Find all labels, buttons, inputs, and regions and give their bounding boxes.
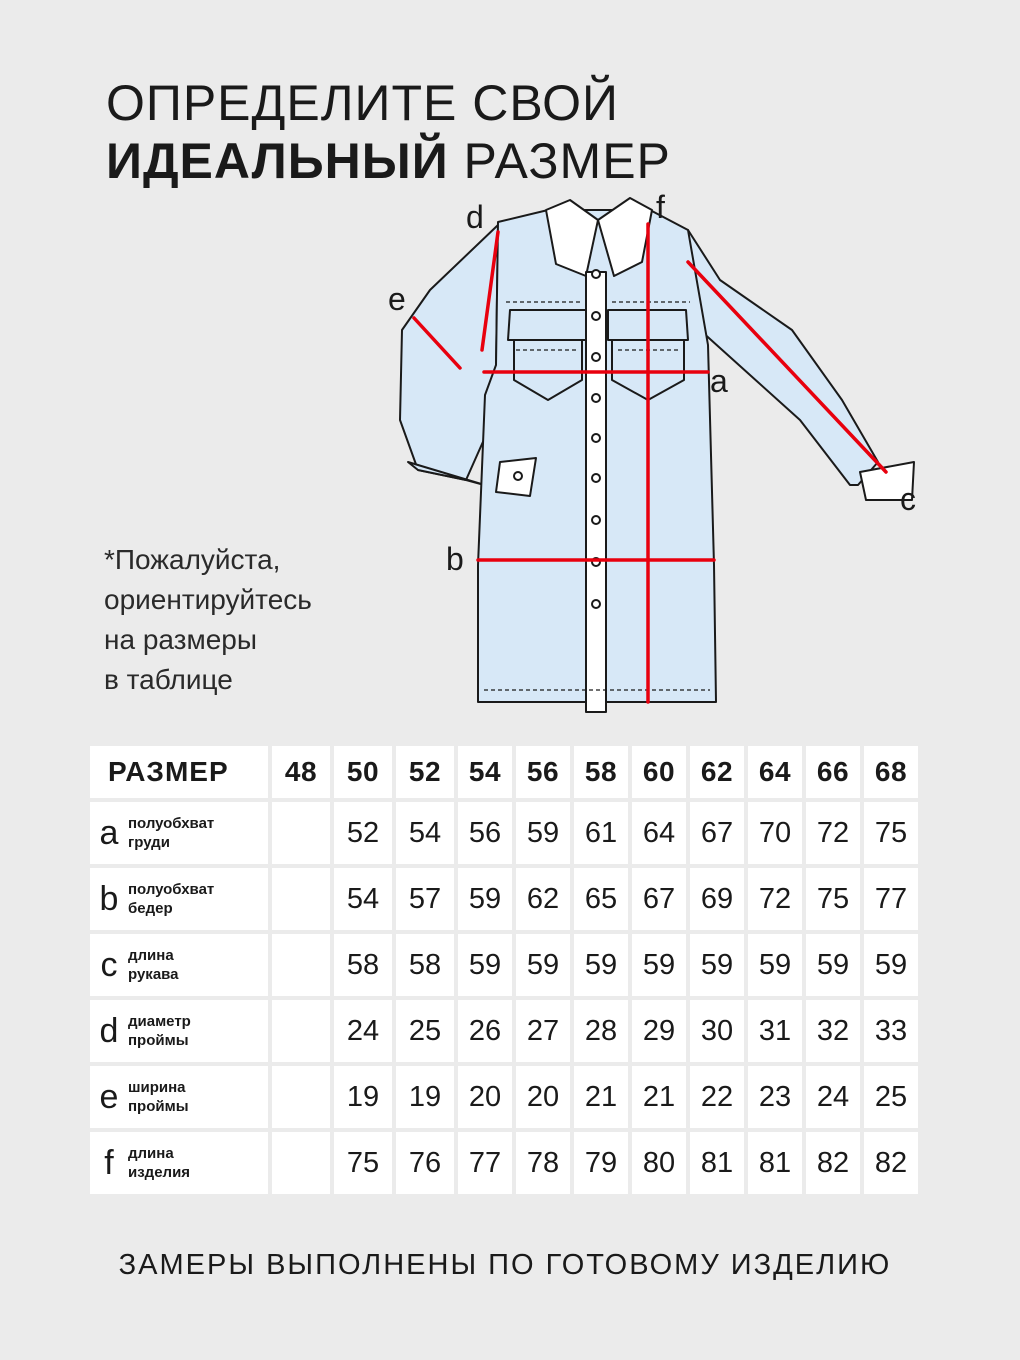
size-value-cell: 20 [458,1066,512,1128]
size-value-cell: 24 [334,1000,392,1062]
size-value-cell: 23 [748,1066,802,1128]
size-value-cell: 29 [632,1000,686,1062]
size-value-cell [272,934,330,996]
size-value-cell [272,868,330,930]
note-line: в таблице [104,664,233,695]
row-description [128,880,214,918]
label-b: b [446,541,464,577]
size-value-cell: 59 [574,934,628,996]
size-value-cell: 81 [690,1132,744,1194]
row-letter: b [99,880,119,918]
size-value-cell: 22 [690,1066,744,1128]
button-icon [592,270,600,278]
page-title [106,74,671,190]
size-value-cell: 19 [334,1066,392,1128]
size-value-cell: 58 [334,934,392,996]
size-value-cell [272,802,330,864]
size-value-cell: 57 [396,868,454,930]
label-e: e [388,281,406,317]
size-value-cell: 32 [806,1000,860,1062]
row-desc-line: длина [128,1145,174,1162]
row-letter: c [100,946,118,984]
row-desc-line: диаметр [128,1013,191,1030]
size-value-cell: 19 [396,1066,454,1128]
button-icon [592,474,600,482]
table-row [90,802,918,864]
title-bold: ИДЕАЛЬНЫЙ [106,133,449,189]
size-value-cell: 54 [334,868,392,930]
size-header-cell: 48 [272,746,330,798]
row-description [128,1144,190,1182]
label-a: a [710,363,728,399]
size-header-label: РАЗМЕР [90,746,268,798]
size-value-cell: 26 [458,1000,512,1062]
row-label-wrap [90,1144,268,1182]
row-label-wrap [90,946,268,984]
size-value-cell: 67 [690,802,744,864]
size-value-cell: 79 [574,1132,628,1194]
size-value-cell: 62 [516,868,570,930]
size-header-cell: 54 [458,746,512,798]
row-label-wrap [90,1012,268,1050]
size-value-cell: 72 [748,868,802,930]
table-row [90,1132,918,1194]
row-desc-line: груди [128,834,170,851]
size-value-cell: 65 [574,868,628,930]
table-row [90,1066,918,1128]
row-description [128,1078,189,1116]
size-value-cell: 82 [864,1132,918,1194]
label-f: f [656,189,665,225]
size-value-cell: 59 [748,934,802,996]
row-letter: a [99,814,119,852]
button-placket [586,272,606,712]
button-icon [592,353,600,361]
size-header-cell: 50 [334,746,392,798]
row-desc-line: проймы [128,1098,189,1115]
size-header-cell: 52 [396,746,454,798]
size-value-cell [272,1000,330,1062]
size-value-cell: 20 [516,1066,570,1128]
size-value-cell: 75 [806,868,860,930]
row-label [90,802,268,864]
row-label [90,1000,268,1062]
size-note [104,540,312,700]
footer-note: ЗАМЕРЫ ВЫПОЛНЕНЫ ПО ГОТОВОМУ ИЗДЕЛИЮ [118,1249,892,1281]
row-description [128,946,179,984]
size-table [86,742,922,1198]
size-value-cell: 81 [748,1132,802,1194]
row-label-wrap [90,1078,268,1116]
size-value-cell: 78 [516,1132,570,1194]
row-label-wrap [90,880,268,918]
shirt-dress-diagram [380,180,950,725]
size-value-cell: 72 [806,802,860,864]
size-value-cell: 82 [806,1132,860,1194]
size-value-cell: 75 [334,1132,392,1194]
row-desc-line: полуобхват [128,881,215,898]
left-pocket-flap [508,310,586,340]
size-value-cell: 52 [334,802,392,864]
button-icon [592,516,600,524]
size-header-cell: 56 [516,746,570,798]
size-value-cell: 59 [806,934,860,996]
size-value-cell: 54 [396,802,454,864]
size-value-cell: 27 [516,1000,570,1062]
size-header-cell: 60 [632,746,686,798]
table-row [90,868,918,930]
title-line-1: ОПРЕДЕЛИТЕ СВОЙ [106,75,619,131]
row-desc-line: изделия [128,1164,191,1181]
size-value-cell: 77 [864,868,918,930]
size-value-cell: 59 [516,934,570,996]
size-value-cell: 59 [458,868,512,930]
size-header-cell: 64 [748,746,802,798]
size-value-cell: 64 [632,802,686,864]
table-row [90,1000,918,1062]
size-value-cell: 28 [574,1000,628,1062]
row-label [90,1132,268,1194]
size-value-cell: 77 [458,1132,512,1194]
size-value-cell: 24 [806,1066,860,1128]
size-value-cell: 76 [396,1132,454,1194]
row-label [90,1066,268,1128]
size-value-cell: 25 [864,1066,918,1128]
size-value-cell: 59 [690,934,744,996]
size-header-cell: 68 [864,746,918,798]
size-value-cell: 56 [458,802,512,864]
size-value-cell: 69 [690,868,744,930]
row-label-wrap [90,814,268,852]
row-desc-line: рукава [128,966,179,983]
size-value-cell: 59 [864,934,918,996]
row-letter: f [104,1144,114,1182]
row-letter: d [99,1012,119,1050]
note-line: ориентируйтесь [104,584,312,615]
row-desc-line: полуобхват [128,815,215,832]
note-line: *Пожалуйста, [104,544,281,575]
size-value-cell: 59 [632,934,686,996]
size-value-cell: 70 [748,802,802,864]
row-desc-line: бедер [128,900,173,917]
note-line: на размеры [104,624,258,655]
row-label [90,934,268,996]
table-header-row [90,746,918,798]
size-header-cell: 66 [806,746,860,798]
size-value-cell: 21 [574,1066,628,1128]
size-value-cell [272,1066,330,1128]
size-value-cell: 61 [574,802,628,864]
size-value-cell: 30 [690,1000,744,1062]
button-icon [592,600,600,608]
button-icon [592,312,600,320]
row-desc-line: длина [128,947,174,964]
size-value-cell: 80 [632,1132,686,1194]
row-desc-line: ширина [128,1079,186,1096]
table-row [90,934,918,996]
size-value-cell [272,1132,330,1194]
size-header-cell: 62 [690,746,744,798]
button-icon [514,472,522,480]
row-desc-line: проймы [128,1032,189,1049]
button-icon [592,434,600,442]
title-rest: РАЗМЕР [448,133,671,189]
size-value-cell: 67 [632,868,686,930]
size-value-cell: 59 [516,802,570,864]
row-description [128,1012,191,1050]
row-label [90,868,268,930]
size-value-cell: 25 [396,1000,454,1062]
size-value-cell: 21 [632,1066,686,1128]
button-icon [592,394,600,402]
size-value-cell: 59 [458,934,512,996]
size-value-cell: 31 [748,1000,802,1062]
row-letter: e [99,1078,119,1116]
size-value-cell: 75 [864,802,918,864]
right-sleeve [688,230,878,485]
row-description [128,814,214,852]
size-value-cell: 33 [864,1000,918,1062]
size-header-cell: 58 [574,746,628,798]
label-d: d [466,199,484,235]
label-c: c [900,481,916,517]
size-value-cell: 58 [396,934,454,996]
